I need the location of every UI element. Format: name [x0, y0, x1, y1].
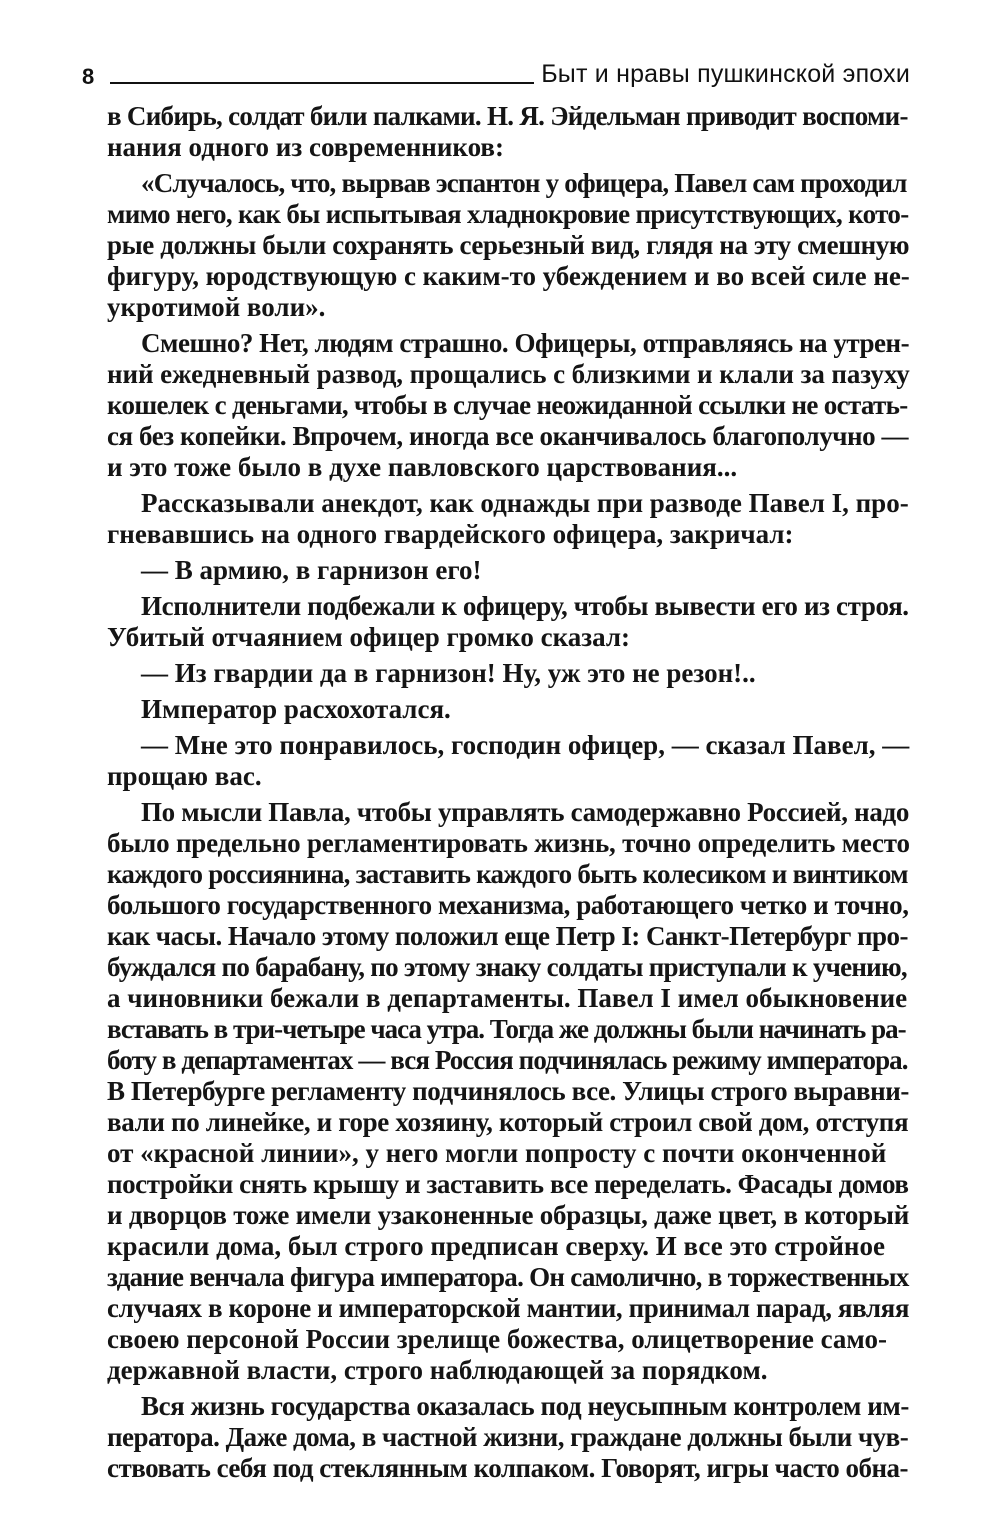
text-line: здание венчала фигура императора. Он самолично, в торжественных: [107, 1262, 909, 1292]
text-line: — Мне это понравилось, господин офицер, — сказал Павел, —: [141, 730, 910, 760]
text-line: нания одного из современников:: [107, 132, 504, 162]
text-line: В Петербурге регламенту подчинялось все. Улицы строго выравни-: [107, 1076, 909, 1106]
text-line: красили дома, был строго предписан сверху. И все это стройное: [107, 1231, 885, 1261]
text-line: ствовать себя под стеклянным колпаком. Говорят, игры часто обна-: [107, 1453, 909, 1483]
text-line: постройки снять крышу и заставить все переделать. Фасады домов: [107, 1169, 909, 1199]
text-line: ся без копейки. Впрочем, иногда все оканчивалось благополучно —: [107, 421, 909, 451]
text-line: прощаю вас.: [107, 761, 262, 791]
text-line: «Случалось, что, вырвав эспантон у офицера, Павел сам проходил: [141, 168, 907, 198]
text-line: По мысли Павла, чтобы управлять самодержавно Россией, надо: [141, 797, 910, 827]
text-line: вставать в три-четыре часа утра. Тогда же должны были начинать ра-: [107, 1014, 906, 1044]
text-line: и дворцов тоже имели узаконенные образцы, даже цвет, в который: [107, 1200, 910, 1230]
running-title: Быт и нравы пушкинской эпохи: [541, 60, 910, 88]
text-line: и это тоже было в духе павловского царствования...: [107, 452, 738, 482]
text-line: Убитый отчаянием офицер громко сказал:: [107, 622, 630, 652]
text-line: ний ежедневный развод, прощались с близкими и клали за пазуху: [107, 359, 910, 389]
text-line: ператора. Даже дома, в частной жизни, граждане должны были чув-: [107, 1422, 909, 1452]
text-line: буждался по барабану, по этому знаку солдаты приступали к учению,: [107, 952, 907, 982]
text-line: мимо него, как бы испытывая хладнокровие присутствующих, кото-: [107, 199, 909, 229]
text-line: — В армию, в гарнизон его!: [141, 555, 482, 585]
text-line: Рассказывали анекдот, как однажды при разводе Павел I, про-: [141, 488, 909, 518]
text-line: укротимой воли».: [107, 292, 326, 322]
text-line: державной власти, строго наблюдающей за порядком.: [107, 1355, 768, 1385]
text-line: кошелек с деньгами, чтобы в случае неожиданной ссылки не остать-: [107, 390, 908, 420]
page-number: 8: [82, 64, 95, 89]
text-line: гневавшись на одного гвардейского офицера, закричал:: [107, 519, 794, 549]
text-line: боту в департаментах — вся Россия подчинялась режиму императора.: [107, 1045, 908, 1075]
text-line: каждого россиянина, заставить каждого быть колесиком и винтиком: [107, 859, 908, 889]
text-line: своею персоной России зрелище божества, олицетворение само-: [107, 1324, 887, 1354]
text-line: а чиновники бежали в департаменты. Павел I имел обыкновение: [107, 983, 908, 1013]
header-rule: [110, 82, 534, 84]
text-line: — Из гвардии да в гарнизон! Ну, уж это не резон!..: [141, 658, 756, 688]
text-line: вали по линейке, и горе хозяину, который строил свой дом, отступя: [107, 1107, 909, 1137]
page-header: [80, 58, 910, 92]
body-text: [107, 101, 910, 1484]
text-line: фигуру, юродствующую с каким-то убеждением и во всей силе не-: [107, 261, 910, 291]
text-line: Смешно? Нет, людям страшно. Офицеры, отправляясь на утрен-: [141, 328, 910, 358]
text-line: в Сибирь, солдат били палками. Н. Я. Эйдельман приводит воспоми-: [107, 101, 908, 131]
text-line: большого государственного механизма, работающего четко и точно,: [107, 890, 909, 920]
text-line: случаях в короне и императорской мантии, принимал парад, являя: [107, 1293, 910, 1323]
text-line: рые должны были сохранять серьезный вид, глядя на эту смешную: [107, 230, 910, 260]
text-line: Вся жизнь государства оказалась под неусыпным контролем им-: [141, 1391, 909, 1421]
text-line: как часы. Начало этому положил еще Петр I: Санкт-Петербург про-: [107, 921, 908, 951]
text-line: Император расхохотался.: [141, 694, 451, 724]
text-line: от «красной линии», у него могли попросту с почти оконченной: [107, 1138, 887, 1168]
text-line: было предельно регламентировать жизнь, точно определить место: [107, 828, 910, 858]
text-line: Исполнители подбежали к офицеру, чтобы вывести его из строя.: [141, 591, 909, 621]
